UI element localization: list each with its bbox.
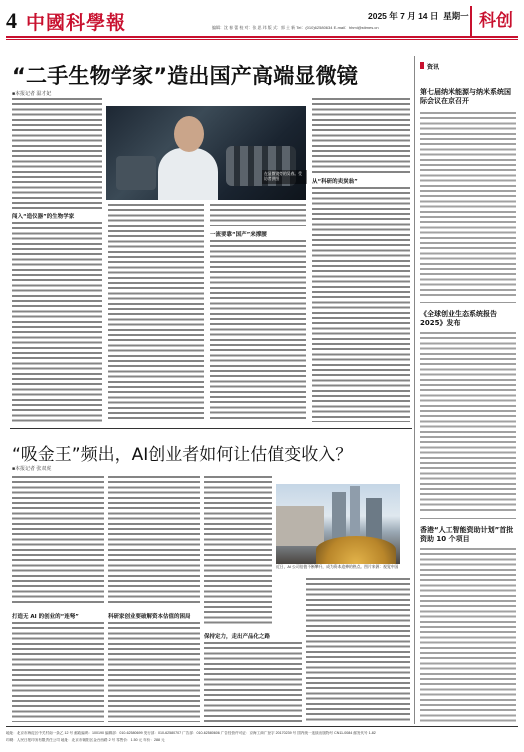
sidebar-tag: 资讯 bbox=[427, 64, 440, 71]
sidebar-separator-1 bbox=[420, 302, 516, 303]
page-number: 4 bbox=[6, 8, 17, 33]
article-2-byline: ■本报记者 张双虎 bbox=[12, 466, 52, 472]
sidebar-item-3-body bbox=[420, 548, 516, 722]
article-1-column-2 bbox=[108, 204, 204, 422]
ai-city-coins-photo bbox=[276, 484, 400, 564]
article-2-column-4 bbox=[306, 578, 410, 722]
sidebar-item-3-title[interactable]: 香港“人工智能资助计划”首批资助 10 个项目 bbox=[420, 526, 514, 543]
scientist-microscope-photo bbox=[106, 106, 306, 200]
article-2-subhead-1: 打造无 AI 的创业的“连弩” bbox=[12, 614, 79, 620]
sidebar-item-2-title[interactable]: 《全球创业生态系统报告2025》发布 bbox=[420, 310, 497, 327]
article-2-column-1a bbox=[12, 476, 104, 606]
sidebar-separator-2 bbox=[420, 518, 516, 519]
sidebar-tag-marker bbox=[420, 62, 424, 69]
article-2-column-2b bbox=[108, 622, 200, 722]
article-1-column-3b bbox=[210, 240, 306, 422]
sidebar-item-1-title[interactable]: 第七届纳米能源与纳米系统国际会议在京召开 bbox=[420, 88, 511, 105]
article-2-headline[interactable]: “吸金王”频出，AI创业者如何让估值变收入？ bbox=[12, 445, 353, 465]
article-1-column-1b bbox=[12, 222, 102, 422]
masthead-rule-thin bbox=[6, 39, 518, 40]
article-2-column-3a bbox=[204, 476, 272, 626]
article-1-column-1a bbox=[12, 98, 102, 210]
footer-line-1: 地址：北京市海淀区中关村南一条乙 12 号 邮政编码：100190 编辑部：010-62580699 发行部：010-62580707 广告部：010-62580606 广告经营许可证：京海工商广登字 20170239 号 国内统一连续出版物号 CN11-0084 邮发代号 1-82 bbox=[6, 731, 376, 735]
article-1-subhead-3: 从“科研的卖炭翁” bbox=[312, 179, 358, 185]
sidebar-item-2-body bbox=[420, 332, 516, 512]
weekday-text: 星期一 bbox=[443, 11, 469, 21]
footer-line-2: 印刷：人民日报印务有限责任公司 地址：北京市朝阳区金台西路 2 号 零售价：1.50 元 年价：288 元 bbox=[6, 738, 165, 742]
article-2-subhead-2: 科研家创业要破解资本估值的困局 bbox=[108, 614, 191, 620]
section-label: 科创 bbox=[470, 6, 520, 36]
article-1-subhead-2: 一流要靠“国产”来撑腰 bbox=[210, 232, 267, 238]
article-2-column-3b bbox=[204, 642, 302, 722]
sidebar-item-1-body bbox=[420, 112, 516, 298]
article-2-subhead-3: 保持定力，走出产品化之路 bbox=[204, 634, 271, 640]
issue-date bbox=[368, 10, 469, 22]
article-1-column-4a bbox=[312, 98, 410, 174]
article-1-byline: ■本报记者 温才妃 bbox=[12, 91, 52, 97]
date-text: 2025 年 7 月 14 日 bbox=[368, 11, 439, 21]
article-2-column-1b bbox=[12, 622, 104, 722]
article-1-headline[interactable]: “二手生物学家”造出国产高端显微镜 bbox=[12, 64, 359, 88]
article-1-photo-caption: 在显微镜旁的吴春。受访者供图 bbox=[262, 170, 307, 184]
footer-rule bbox=[6, 726, 518, 727]
article-divider bbox=[10, 428, 412, 429]
article-1-subhead-1: 闯入“造仪器”的生物学家 bbox=[12, 214, 75, 220]
article-2-photo-caption: 近日，AI 公司估值不断攀升，成为资本追捧的热点。图片来源：视觉中国 bbox=[276, 565, 399, 569]
article-2-column-2a bbox=[108, 476, 200, 606]
article-1-column-4b bbox=[312, 187, 410, 422]
masthead-rule bbox=[6, 36, 518, 38]
article-1-column-3a bbox=[210, 204, 306, 226]
newspaper-logo: 中國科學報 bbox=[26, 12, 127, 34]
editors-line: 编辑：沈 春 蕾 校 对：张 思 玮 版 式：郭 土 新 Tel：(010)62580634 E-mail：hhmi@stimes.cn bbox=[212, 25, 379, 30]
sidebar-rule bbox=[414, 56, 415, 724]
